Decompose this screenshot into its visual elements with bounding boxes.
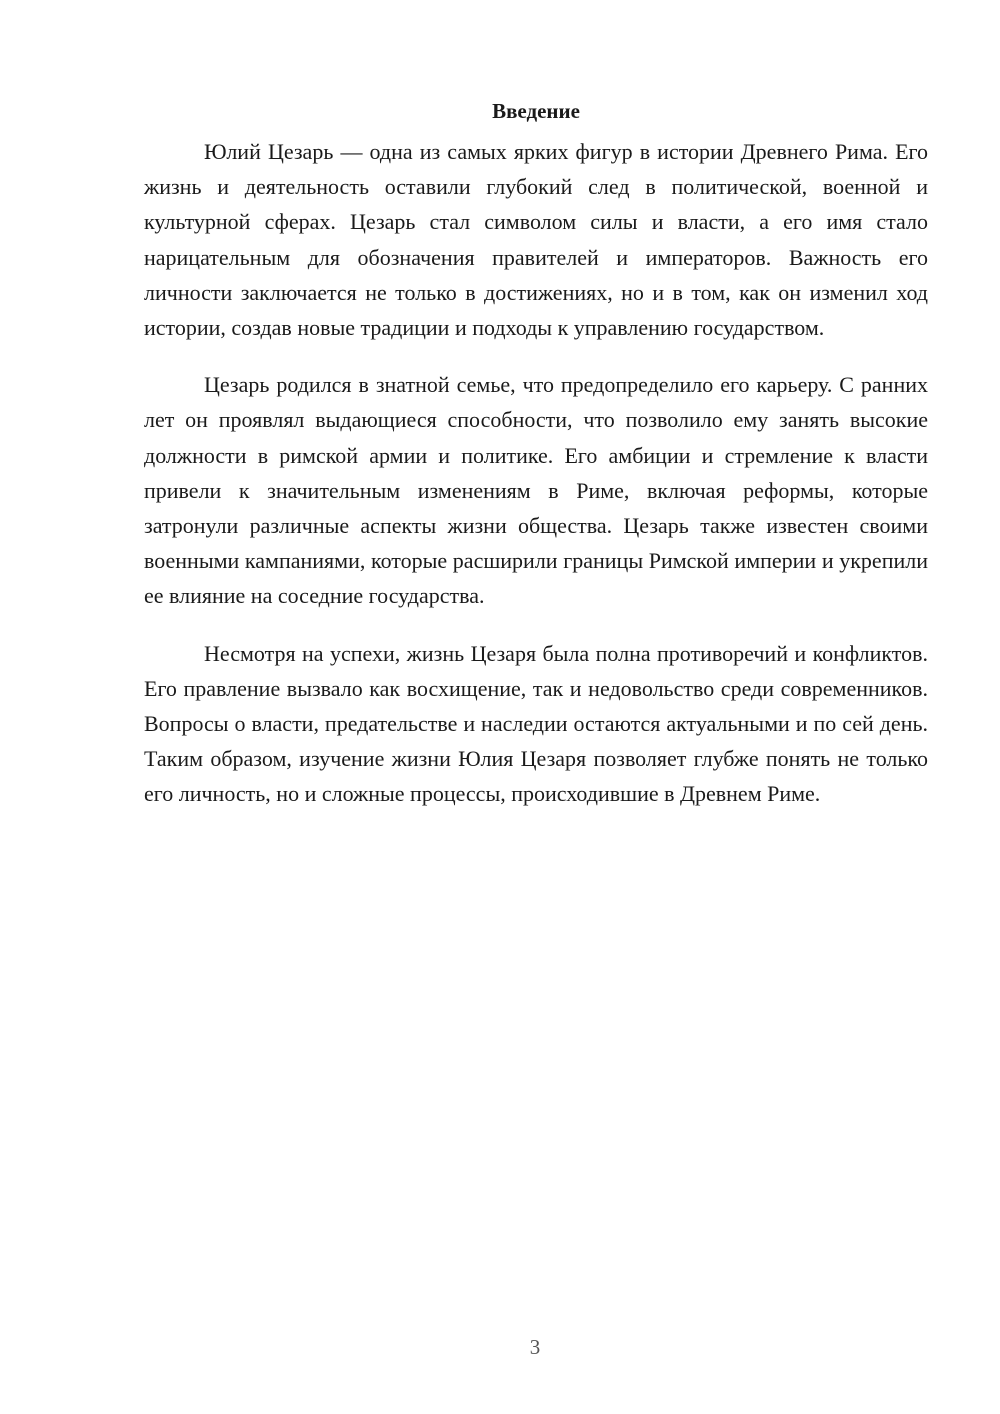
paragraph-2: Цезарь родился в знатной семье, что предопределило его карьеру. С ранних лет он проявлял выдающиеся способности, что позволило ему занять высокие должности в римской армии и политике. Его амбиции и стремление к власти привели к значительным изменениям в Риме, включая реформы, которые затронули различные аспекты жизни общества. Цезарь также известен своими военными кампаниями, которые расширили границы Римской империи и укрепили ее влияние на соседние государства. [144,372,928,609]
section-heading: Введение [492,99,580,123]
paragraph-1: Юлий Цезарь — одна из самых ярких фигур в истории Древнего Рима. Его жизнь и деятельность оставили глубокий след в политической, военной и культурной сферах. Цезарь стал символом силы и власти, а его имя стало нарицательным для обозначения правителей и императоров. Важность его личности заключается не только в достижениях, но и в том, как он изменил ход истории, создав новые традиции и подходы к управлению государством. [144,139,928,341]
page-content [144,96,928,834]
paragraph-3: Несмотря на успехи, жизнь Цезаря была полна противоречий и конфликтов. Его правление вызвало как восхищение, так и недовольство среди современников. Вопросы о власти, предательстве и наследии остаются актуальными и по сей день. Таким образом, изучение жизни Юлия Цезаря позволяет глубже понять не только его личность, но и сложные процессы, происходившие в Древнем Риме. [144,640,928,807]
page-number: 3 [529,1335,541,1359]
